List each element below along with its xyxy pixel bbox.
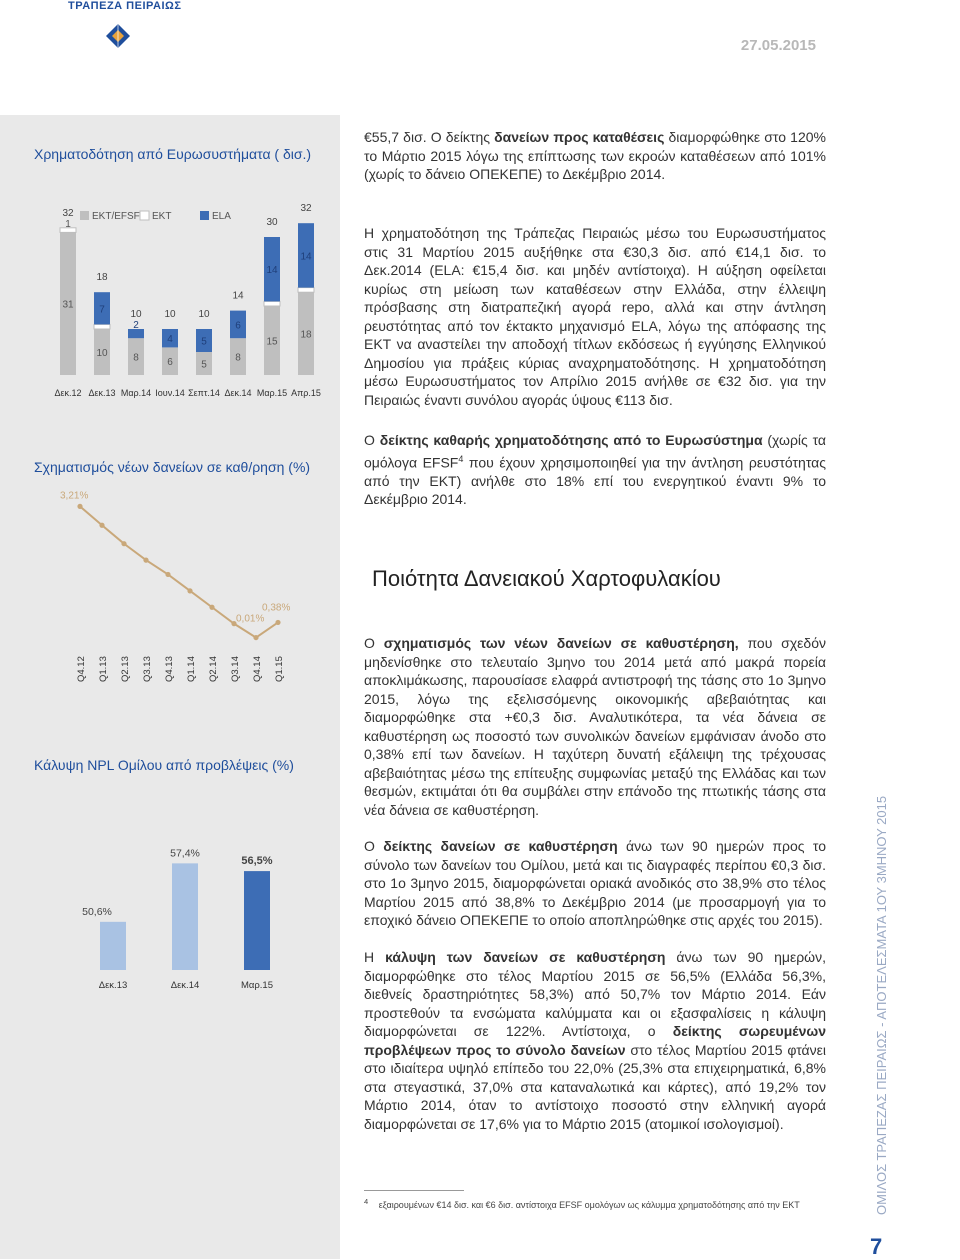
bar xyxy=(172,863,198,970)
legend-swatch xyxy=(200,211,209,220)
bold-term: δείκτης καθαρής χρηματοδότησης από το Ευρωσύστημα xyxy=(379,432,763,448)
point-label: 0,01% xyxy=(236,613,265,625)
segment-label: 6 xyxy=(167,357,173,369)
segment-label: 31 xyxy=(62,299,74,311)
value-label: 50,6% xyxy=(82,905,112,918)
npl-coverage-chart-title: Κάλυψη NPL Ομίλου από προβλέψεις (%) xyxy=(34,757,294,773)
category-label: Μαρ.14 xyxy=(120,388,152,398)
bold-term: δείκτης σωρευμένων προβλέψεων προς το σύνολο δανείων xyxy=(364,1023,826,1058)
category-label: Μαρ.15 xyxy=(256,388,288,398)
category-label: Q2.14 xyxy=(208,656,219,682)
category-label: Q2.13 xyxy=(120,656,131,682)
funding-chart-title: Χρηματοδότηση από Ευρωσυστήματα ( δισ.) xyxy=(34,146,312,162)
segment-label: 8 xyxy=(235,352,241,364)
section-title-text: Ποιότητα Δανειακού Χαρτοφυλακίου xyxy=(372,566,721,591)
data-point xyxy=(253,635,258,640)
segment-label: 15 xyxy=(266,336,278,348)
category-label: Δεκ.13 xyxy=(88,388,116,398)
segment-label: 5 xyxy=(201,336,207,348)
category-label: Σεπτ.14 xyxy=(188,388,220,398)
total-label: 14 xyxy=(232,290,244,302)
bold-term: σχηματισμός των νέων δανείων σε καθυστέρηση, xyxy=(383,635,739,651)
data-point xyxy=(143,558,148,563)
running-title-text: ΟΜΙΛΟΣ ΤΡΑΠΕΖΑΣ ΠΕΙΡΑΙΩΣ - ΑΠΟΤΕΛΕΣΜΑΤΑ 1ΟΥ 3ΜΗΝΟΥ 2015 xyxy=(874,795,889,1215)
bank-logo-icon xyxy=(104,22,132,50)
category-label: Q4.12 xyxy=(76,656,87,682)
footnote-divider xyxy=(364,1190,464,1191)
data-point xyxy=(165,572,170,577)
report-date: 27.05.2015 xyxy=(740,37,816,54)
segment-label: 5 xyxy=(201,359,207,371)
category-label: Ιουν.14 xyxy=(155,388,185,398)
npl-coverage-bar-chart xyxy=(40,847,280,1000)
bold-term: δανείων προς καταθέσεις xyxy=(494,129,665,145)
category-label: Δεκ.14 xyxy=(224,388,252,398)
segment-label: 8 xyxy=(133,352,139,364)
legend-label: ΕΚΤ xyxy=(152,211,172,222)
total-label: 30 xyxy=(266,217,278,228)
data-point xyxy=(209,605,214,610)
text-run: Ο xyxy=(364,838,384,854)
segment-label: 1 xyxy=(65,218,71,230)
value-label: 56,5% xyxy=(241,855,273,868)
point-label: 0,38% xyxy=(262,602,291,614)
section-title xyxy=(372,566,721,592)
category-label: Q4.14 xyxy=(252,656,263,682)
total-label: 32 xyxy=(62,207,74,219)
category-label: Q1.13 xyxy=(98,656,109,682)
category-label: Q4.13 xyxy=(164,656,175,682)
category-label: Δεκ.12 xyxy=(54,388,82,398)
bold-term: κάλυψη των δανείων σε καθυστέρηση xyxy=(385,949,666,965)
data-point xyxy=(77,504,82,509)
category-label: Q3.14 xyxy=(230,656,241,682)
text-run: Η xyxy=(364,949,386,965)
text-run: άνω των 90 ημερών, διαμορφώθηκε στο τέλος Μαρτίου 2015 σε 56,5% (Ελλάδα 56,3%, διεθνείς δραστηριότητες 58,3%) από 50,7% τον Μάρτιο 2014. Εάν προστεθούν τα ενσώματα καλύμματα και οι εξασφαλίσεις η κάλυψη διαμορφώνεται σε 122%. Αντίστοιχα, ο xyxy=(364,949,827,1039)
category-label: Q3.13 xyxy=(142,656,153,682)
bar xyxy=(100,922,126,970)
category-label: Απρ.15 xyxy=(291,388,321,398)
total-label: 10 xyxy=(198,309,210,320)
paragraph-new-npl-formation xyxy=(364,634,826,819)
segment-label: 2 xyxy=(133,320,139,331)
total-label: 32 xyxy=(300,203,312,215)
point-label: 3,21% xyxy=(60,490,89,502)
bar xyxy=(244,871,270,970)
segment-label: 6 xyxy=(235,320,241,332)
paragraph-net-funding-ratio xyxy=(364,431,826,509)
new-loans-chart-title: Σχηματισμός νέων δανείων σε καθ/ρηση (%) xyxy=(34,459,311,475)
text-run: που έχουν χρησιμοποιηθεί για την άντληση ρευστότητας από την ΕΚΤ) ανήλθε στο 18% επί του ενεργητικού έναντι 9% το Δεκέμβριο 2014. xyxy=(364,454,826,508)
total-label: 10 xyxy=(130,309,142,320)
data-point xyxy=(275,620,280,625)
new-npl-formation-line-chart xyxy=(40,490,320,690)
segment-label: 10 xyxy=(96,348,108,359)
text-run: άνω των 90 ημερών προς το σύνολο των δανείων του Ομίλου, μετά και τις διαγραφές περίπου €0,3 δισ. στο 1ο 3μηνο 2015, διαμορφώνεται οριακά ανοδικός στο 38,9% στο τέλος Μαρτίου 2015 από 38,8% το Δεκέμβριο 2014 (με προσαρμογή για το εποχικό δάνειο ΟΠΕΚΕΠΕ το οποίο αποπληρώθηκε στις αρχές του 2015). xyxy=(364,838,827,928)
category-label: Δεκ.14 xyxy=(170,980,200,991)
category-label: Q1.14 xyxy=(186,656,197,682)
page-number: 7 xyxy=(870,1234,883,1259)
chart-legend xyxy=(80,211,231,222)
vertical-running-title xyxy=(866,795,896,1220)
paragraph-npl-ratio xyxy=(364,837,826,930)
footnote xyxy=(364,1196,834,1211)
text-run: Ο xyxy=(364,635,384,651)
brand-name: ΤΡΑΠΕΖΑ ΠΕΙΡΑΙΩΣ xyxy=(68,0,182,12)
text-run: διαμορφώθηκε στο 120% το Μάρτιο 2015 λόγω της επίπτωσης των εκροών καταθέσεων από 101% (χωρίς το δάνειο ΟΠΕΚΕΠΕ) το Δεκέμβριο 2014. xyxy=(364,129,826,182)
segment-label: 14 xyxy=(266,265,278,277)
funding-stacked-bar-chart xyxy=(30,200,340,405)
paragraph-npl-coverage xyxy=(364,948,826,1133)
segment-label: 4 xyxy=(167,334,173,346)
paragraph-loans-to-deposits xyxy=(364,128,826,184)
data-point xyxy=(121,541,126,546)
text-run: €55,7 δισ. Ο δείκτης xyxy=(364,129,495,145)
legend-swatch xyxy=(140,211,149,220)
bold-term: δείκτης δανείων σε καθυστέρηση xyxy=(383,838,618,854)
total-label: 18 xyxy=(96,272,108,284)
text-run: στο τέλος Μαρτίου 2015 φτάνει στο ιδιαίτερα υψηλό επίπεδο του 22,0% (25,3% στα επιχειρηματικά, 6,8% στα στεγαστικά, 37,0% στα καταναλωτικά και κάρτες), από 19,2% τον Μάρτιο 2014, όταν το αντίστοιχο ποσοστό στην ελληνική αγορά διαμορφώνεται σε 17,6% για το Μάρτιο 2015 (ατομικοί ισολογισμοί). xyxy=(364,1041,826,1132)
footnote-ref: 4 xyxy=(458,453,464,464)
legend-label: ΕΚΤ/EFSF xyxy=(92,211,140,222)
legend-swatch xyxy=(80,211,89,220)
segment-label: 18 xyxy=(300,329,312,341)
text-run: (χωρίς τα ομόλογα EFSF xyxy=(364,432,827,471)
footnote-text: εξαιρουμένων €14 δισ. και €6 δισ. αντίστοιχα EFSF ομολόγων ως κάλυμμα χρηματοδότησης από την ΕΚΤ xyxy=(378,1200,800,1210)
paragraph-eurosystem-funding: Η χρηματοδότηση της Τράπεζας Πειραιώς μέσω του Ευρωσυστήματος στις 31 Μαρτίου 2015 αυξήθηκε στα €30,3 δισ. από €14,1 δισ. το Δεκ.2014 (ELA: €15,4 δισ. και μηδέν αντίστοιχα). Η αύξηση οφείλεται κυρίως στη μείωση των καταθέσεων στην Ελλάδα, στην έλλειψη πρόσβασης στη διατραπεζική αγορά repo, αλλά και στην άντληση ρευστότητας από τον έκτακτο μηχανισμό ELA, λόγω της απόφασης της ΕΚΤ να αναστείλει την αποδοχή τίτλων εκδόσεως ή εγγύησης Ελληνικού Δημοσίου για πράξεις κύριας αναχρηματοδότησης. Η χρηματοδότηση μέσω Ευρωσυστήματος τον Απρίλιο 2015 ανήλθε σε €32 δισ. για την Πειραιώς έναντι συνόλου αγοράς ύψους €113 δισ. xyxy=(364,225,826,408)
legend-label: ELA xyxy=(212,211,231,222)
category-label: Δεκ.13 xyxy=(98,980,128,991)
text-run: που σχεδόν μηδενίσθηκε στο τελευταίο 3μηνο του 2014 μετά από μακρά πορεία αποκλιμάκωσης, παρουσίασε ελαφρά αντιστροφή της τάσης στο 1ο 3μηνο 2015, λόγω της εξελισσόμενης οικονομικής αβεβαιότητας και διαμορφώθηκε στα +€0,3 δισ. Αναλυτικότερα, τα νέα δάνεια σε καθυστέρηση ως ποσοστό των συνολικών δανείων εμφάνισαν άνοδο στο 0,38% επί των δανείων. Η ταχύτερη δυνατή εξάλειψη της τρέχουσας αβεβαιότητας μέσω της επίτευξης συμφωνίας μεταξύ της Ελλάδας και των θεσμών, εκτιμάται ότι θα συμβάλει στην επάνοδο της πτωτικής τάσης στα νέα δάνεια σε καθυστέρηση. xyxy=(364,635,826,818)
category-label: Q1.15 xyxy=(274,656,285,682)
segment-label: 14 xyxy=(300,251,312,263)
data-point xyxy=(99,523,104,528)
segment-label: 7 xyxy=(99,304,105,316)
data-point xyxy=(187,588,192,593)
total-label: 10 xyxy=(164,309,176,320)
category-label: Μαρ.15 xyxy=(240,980,274,991)
value-label: 57,4% xyxy=(170,847,200,860)
text-run: Ο xyxy=(364,432,380,448)
footnote-number: 4 xyxy=(364,1197,369,1206)
